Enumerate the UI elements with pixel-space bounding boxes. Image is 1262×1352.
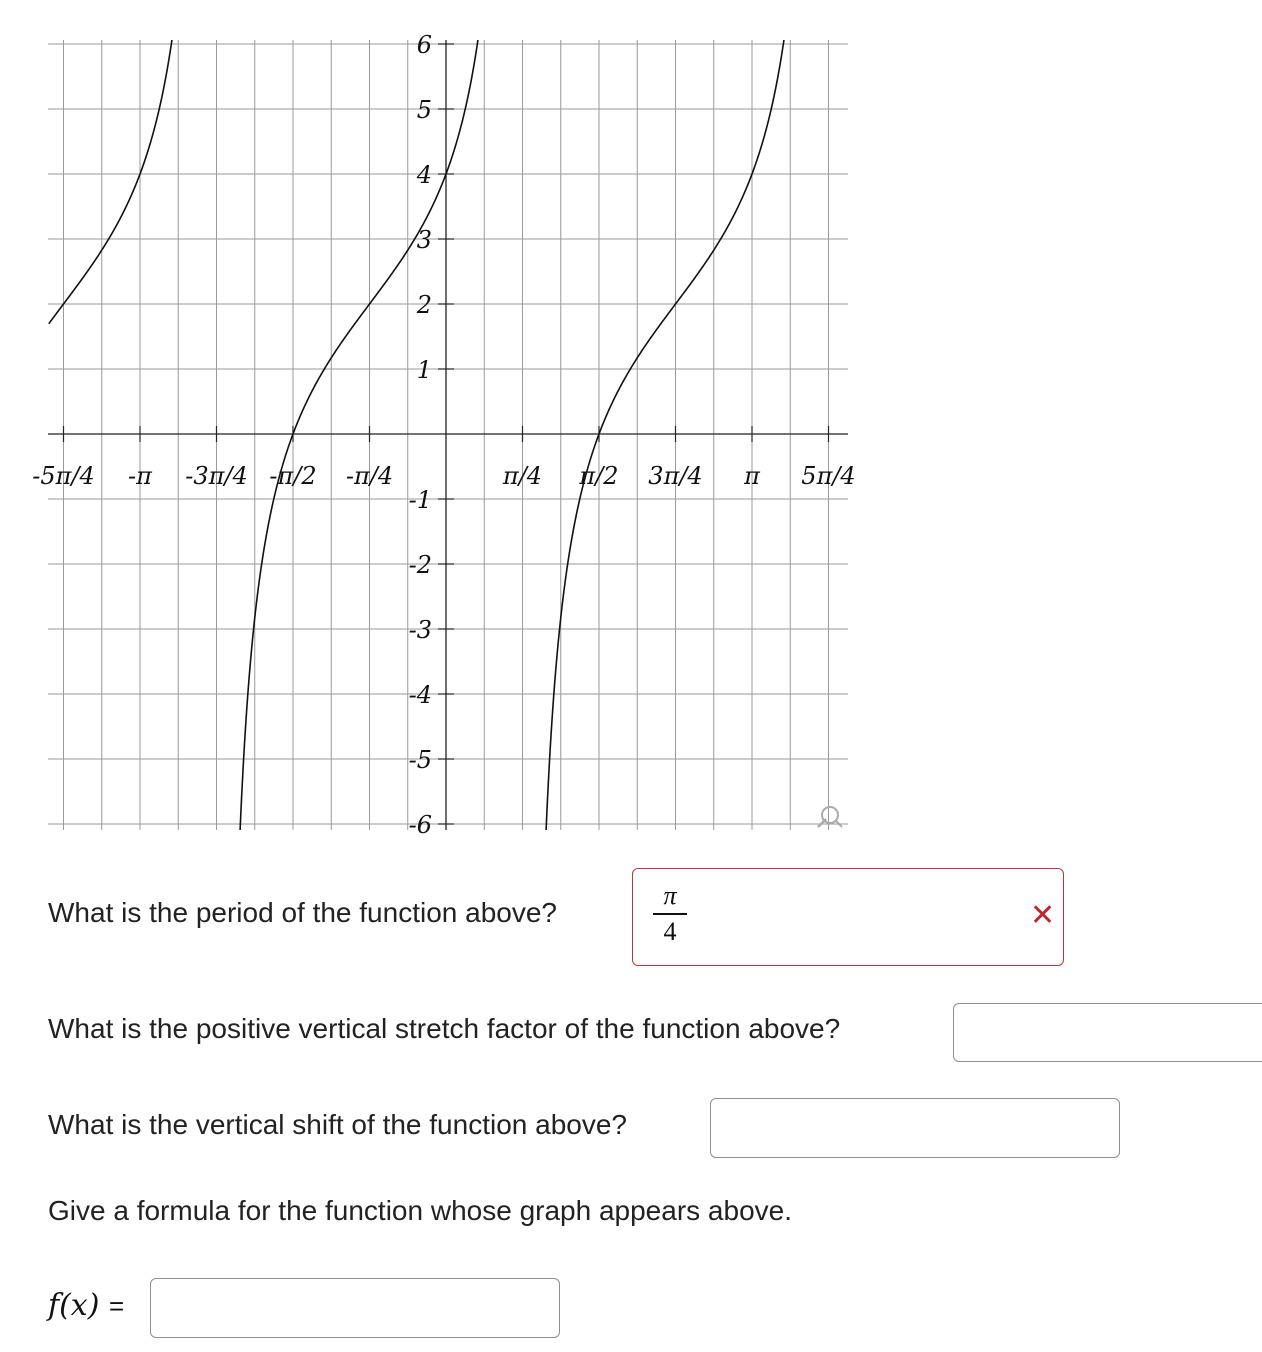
x-tick-label: -5π/4 xyxy=(32,462,95,490)
period-question-label: What is the period of the function above? xyxy=(48,897,557,928)
shift-answer-field[interactable] xyxy=(710,1098,1120,1158)
fraction-numerator: π xyxy=(663,881,677,910)
period-answer-fraction xyxy=(653,883,687,945)
graph-axes xyxy=(48,40,848,830)
x-tick-label: -3π/4 xyxy=(185,462,248,490)
y-tick-label: -6 xyxy=(408,811,432,839)
y-tick-label: 1 xyxy=(416,356,432,384)
stretch-answer-field[interactable] xyxy=(953,1003,1262,1062)
incorrect-x-icon: ✕ xyxy=(1030,898,1056,933)
graph-grid xyxy=(48,40,848,830)
y-tick-label: 3 xyxy=(416,226,432,254)
x-tick-label: -π/2 xyxy=(269,462,317,490)
y-tick-label: -1 xyxy=(408,486,432,514)
x-tick-label: 3π/4 xyxy=(648,462,703,490)
period-answer-field[interactable] xyxy=(632,868,1064,966)
fraction-bar xyxy=(653,913,687,915)
y-tick-label: -2 xyxy=(408,551,432,579)
cotangent-graph xyxy=(0,0,860,845)
formula-question-label: Give a formula for the function whose graph appears above. xyxy=(48,1195,792,1226)
stretch-question-label: What is the positive vertical stretch factor of the function above? xyxy=(48,1013,841,1044)
x-tick-label: π xyxy=(744,462,760,490)
formula-fx-label xyxy=(48,1288,124,1323)
y-tick-label: 4 xyxy=(416,161,432,189)
x-tick-label: 5π/4 xyxy=(801,462,856,490)
equals-sign: = xyxy=(108,1291,125,1321)
y-tick-label: 6 xyxy=(416,31,432,59)
shift-question-label: What is the vertical shift of the function above? xyxy=(48,1109,627,1140)
y-tick-label: 5 xyxy=(416,96,432,124)
graph-tick-labels xyxy=(32,31,855,839)
zoom-magnifier-icon[interactable] xyxy=(818,807,842,827)
formula-answer-field[interactable] xyxy=(150,1278,560,1338)
y-tick-label: -4 xyxy=(408,681,432,709)
x-tick-label: -π xyxy=(128,462,152,490)
x-tick-label: π/2 xyxy=(579,462,619,490)
function-curve-branch xyxy=(49,0,216,324)
fraction-denominator: 4 xyxy=(663,917,677,946)
x-tick-label: π/4 xyxy=(502,462,543,490)
y-tick-label: 2 xyxy=(416,291,432,319)
y-tick-label: -3 xyxy=(408,616,432,644)
x-tick-label: -π/4 xyxy=(345,462,394,490)
y-tick-label: -5 xyxy=(408,746,432,774)
function-name: f(x) xyxy=(48,1288,100,1323)
